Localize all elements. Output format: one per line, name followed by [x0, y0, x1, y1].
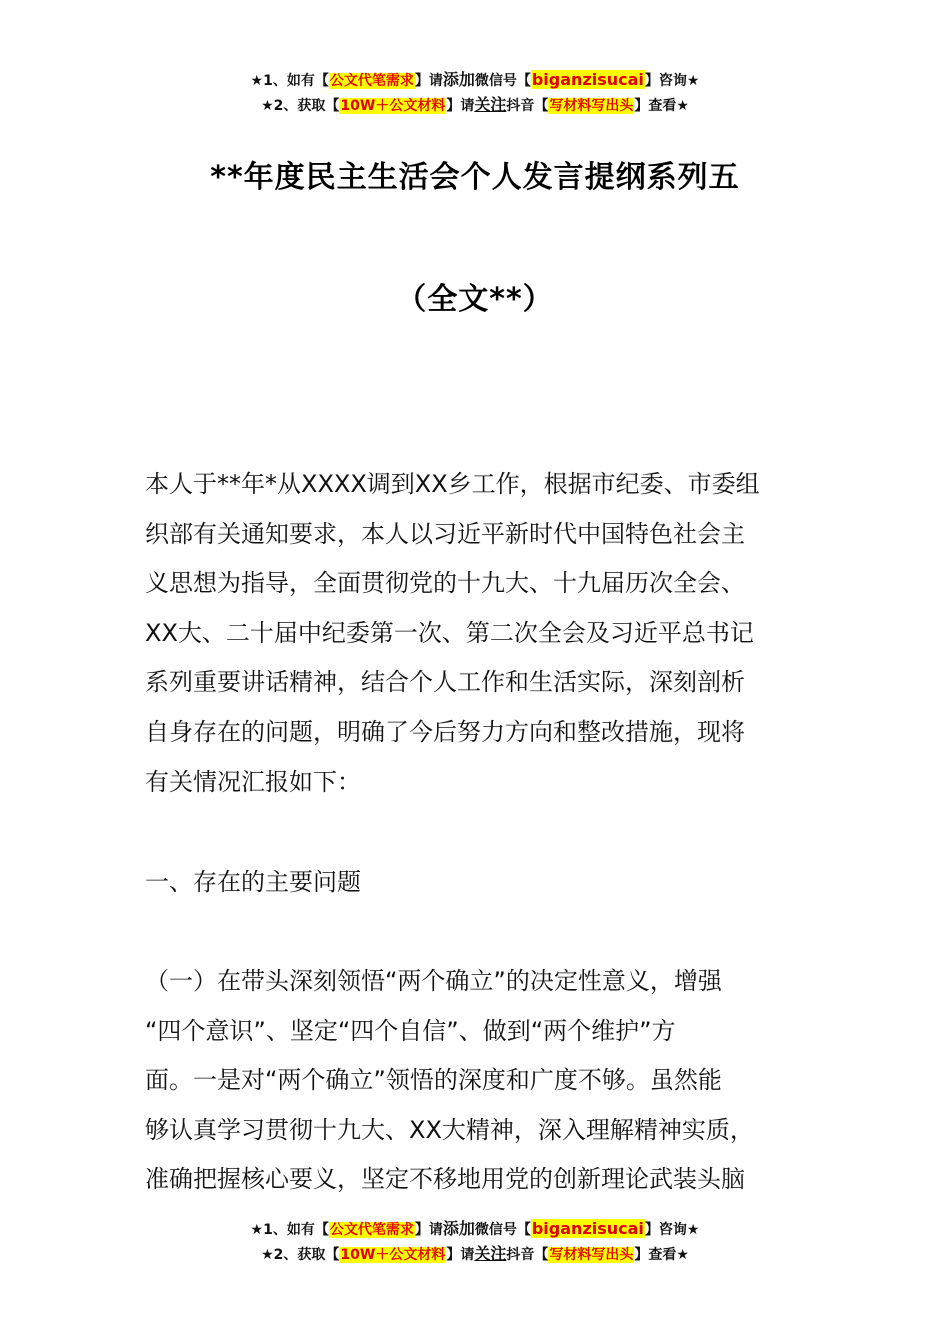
- intro-paragraph: [145, 460, 825, 807]
- banner-highlight: 10W＋公文材料: [340, 98, 446, 114]
- section-heading-text: 一、存在的主要问题: [145, 868, 361, 896]
- banner-text: ★2、获取【: [261, 1247, 340, 1263]
- banner-text: 抖音【: [506, 1247, 549, 1263]
- text-line: 准确把握核心要义，坚定不移地用党的创新理论武装头脑: [145, 1165, 745, 1194]
- section-heading: [145, 858, 825, 908]
- banner-text: 抖音【: [506, 98, 549, 114]
- banner-text: 】请: [414, 73, 443, 89]
- banner-text: 微信号【: [474, 73, 531, 89]
- banner-highlight: 写材料写出头: [549, 98, 634, 114]
- banner-text: 】查看★: [634, 98, 689, 114]
- banner-highlight: 公文代笔需求: [329, 73, 414, 89]
- banner-text: 】咨询★: [644, 1222, 700, 1238]
- banner-text: ★1、如有【: [250, 73, 329, 89]
- banner-emphasis: 添加: [442, 1219, 475, 1238]
- banner-wechat-id: biganzisucai: [531, 1219, 644, 1238]
- text-line: （一）在带头深刻领悟“两个确立”的决定性意义，增强: [145, 967, 722, 995]
- text-line: 织部有关通知要求，本人以习近平新时代中国特色社会主: [145, 519, 745, 548]
- document-title: **年度民主生活会个人发言提纲系列五: [210, 160, 740, 195]
- banner-text: 微信号【: [474, 1222, 531, 1238]
- banner-line-2: [0, 93, 950, 118]
- text-line: 本人于**年*从XXXX调到XX乡工作，根据市纪委、市委组: [145, 470, 760, 498]
- banner-emphasis: 关注: [474, 1244, 507, 1263]
- banner-line-1: [0, 68, 950, 93]
- banner-text: 】请: [446, 1247, 475, 1263]
- banner-emphasis: 添加: [442, 70, 475, 89]
- text-line: “四个意识”、坚定“四个自信”、做到“两个维护”方: [145, 1016, 676, 1045]
- banner-text: 】查看★: [634, 1247, 689, 1263]
- bottom-banner: [0, 1217, 950, 1267]
- banner-highlight: 公文代笔需求: [329, 1222, 414, 1238]
- banner-text: 】咨询★: [644, 73, 700, 89]
- text-line: 义思想为指导，全面贯彻党的十九大、十九届历次全会、: [145, 569, 745, 598]
- banner-emphasis: 关注: [474, 95, 507, 114]
- banner-line-2: [0, 1242, 950, 1267]
- banner-text: 】请: [414, 1222, 443, 1238]
- top-banner: [0, 68, 950, 118]
- text-line: 自身存在的问题，明确了今后努力方向和整改措施，现将: [145, 717, 745, 746]
- banner-line-1: [0, 1217, 950, 1242]
- banner-highlight: 写材料写出头: [549, 1247, 634, 1263]
- text-line: 有关情况汇报如下：: [145, 767, 361, 796]
- banner-text: ★2、获取【: [261, 98, 340, 114]
- text-line: 面。一是对“两个确立”领悟的深度和广度不够。虽然能: [145, 1066, 722, 1095]
- banner-highlight: 10W＋公文材料: [340, 1247, 446, 1263]
- text-line: XX大、二十届中纪委第一次、第二次全会及习近平总书记: [145, 618, 754, 647]
- section-paragraph: [145, 957, 825, 1205]
- banner-text: ★1、如有【: [250, 1222, 329, 1238]
- banner-wechat-id: biganzisucai: [531, 70, 644, 89]
- document-subtitle: （全文**）: [396, 282, 554, 317]
- text-line: 够认真学习贯彻十九大、XX大精神，深入理解精神实质，: [145, 1115, 754, 1144]
- text-line: 系列重要讲话精神，结合个人工作和生活实际，深刻剖析: [145, 668, 745, 697]
- banner-text: 】请: [446, 98, 475, 114]
